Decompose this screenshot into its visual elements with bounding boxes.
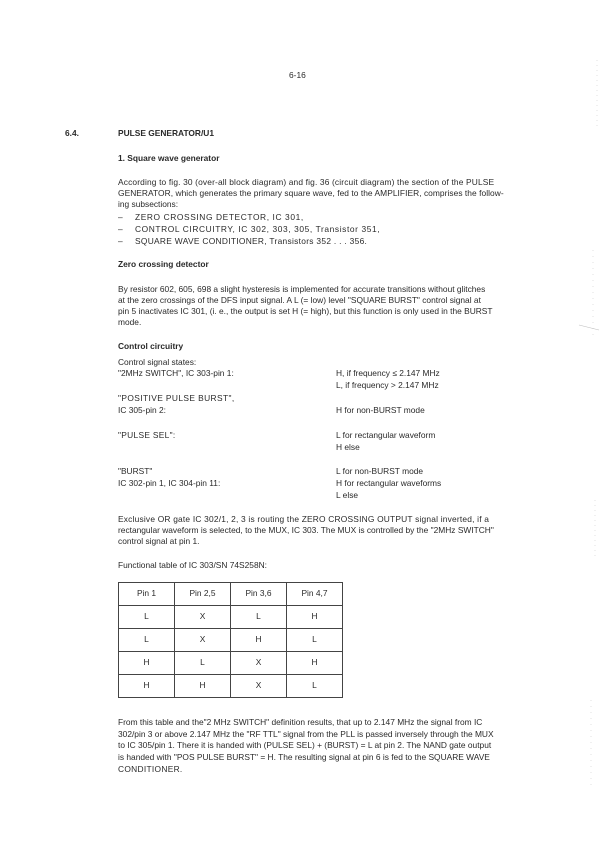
control-signal-state: H else [336, 442, 360, 452]
subsection-item [118, 224, 380, 235]
table-row [119, 675, 343, 698]
subsection-item [118, 212, 304, 223]
table-cell: L [175, 652, 231, 675]
control-signal-name: "POSITIVE PULSE BURST", [118, 393, 235, 403]
control-heading: Control circuitry [118, 341, 184, 351]
list-dash: – [118, 224, 123, 234]
page-number: 6-16 [289, 70, 306, 80]
control-signal-state: H for rectangular waveforms [336, 478, 442, 488]
table-header-row [119, 583, 343, 606]
table-cell: H [287, 652, 343, 675]
intro-line: According to fig. 30 (over-all block diagram) and fig. 36 (circuit diagram) the section of the PULSE [118, 177, 495, 187]
scan-noise [573, 0, 603, 849]
zero-crossing-line: at the zero crossings of the DFS input signal. A L (= low) level "SQUARE BURST" control signal at [118, 295, 481, 305]
closing-line: From this table and the"2 MHz SWITCH" definition results, that up to 2.147 MHz the signal from IC [118, 717, 483, 727]
table-cell: L [287, 675, 343, 698]
subsection-text: ZERO CROSSING DETECTOR, IC 301, [135, 212, 304, 222]
control-signal-state: L for rectangular waveform [336, 430, 436, 440]
closing-line: 302/pin 3 or above 2.147 MHz the "RF TTL" signal from the PLL is passed inversely through the MUX [118, 729, 494, 739]
table-header-cell: Pin 1 [119, 583, 175, 606]
section-number: 6.4. [65, 128, 79, 138]
subsection-text: SQUARE WAVE CONDITIONER, Transistors 352 . . . 356. [135, 236, 368, 246]
table-cell: L [287, 629, 343, 652]
table-cell: L [119, 629, 175, 652]
zero-crossing-line: mode. [118, 317, 142, 327]
control-signal-name: "PULSE SEL": [118, 430, 176, 440]
control-signal-state: L else [336, 490, 359, 500]
subsection-text: CONTROL CIRCUITRY, IC 302, 303, 305, Transistor 351, [135, 224, 381, 234]
table-header-cell: Pin 2,5 [175, 583, 231, 606]
table-cell: H [287, 606, 343, 629]
table-row [119, 629, 343, 652]
zero-crossing-line: By resistor 602, 605, 698 a slight hysteresis is implemented for accurate transitions without glitches [118, 284, 486, 294]
table-header-cell: Pin 4,7 [287, 583, 343, 606]
subsection-item [118, 236, 367, 247]
control-signal-name: IC 305-pin 2: [118, 405, 166, 415]
table-cell: X [175, 606, 231, 629]
control-signal-state: L for non-BURST mode [336, 466, 424, 476]
closing-line: CONDITIONER. [118, 764, 183, 774]
table-cell: H [119, 652, 175, 675]
control-signal-state: H, if frequency ≤ 2.147 MHz [336, 368, 440, 378]
control-signal-name: IC 302-pin 1, IC 304-pin 11: [118, 478, 221, 488]
functional-table [118, 582, 343, 698]
exclusive-or-line: Exclusive OR gate IC 302/1, 2, 3 is routing the ZERO CROSSING OUTPUT signal inverted, if a [118, 514, 490, 524]
table-caption: Functional table of IC 303/SN 74S258N: [118, 560, 267, 570]
closing-line: is handed with "POS PULSE BURST" = H. The resulting signal at pin 6 is fed to the SQUARE WAVE [118, 752, 490, 762]
list-dash: – [118, 236, 123, 246]
table-cell: H [119, 675, 175, 698]
exclusive-or-line: control signal at pin 1. [118, 536, 200, 546]
zero-crossing-heading: Zero crossing detector [118, 259, 209, 269]
control-signal-name: "2MHz SWITCH", IC 303-pin 1: [118, 368, 234, 378]
control-signal-state: L, if frequency > 2.147 MHz [336, 380, 439, 390]
table-header-cell: Pin 3,6 [231, 583, 287, 606]
zero-crossing-line: pin 5 inactivates IC 301, (i. e., the output is set H (= high), but this function is only used in the BURST [118, 306, 493, 316]
table-cell: X [231, 652, 287, 675]
intro-line: GENERATOR, which generates the primary square wave, fed to the AMPLIFIER, comprises the follow- [118, 188, 504, 198]
control-states-label: Control signal states: [118, 357, 197, 367]
list-dash: – [118, 212, 123, 222]
control-signal-name: "BURST" [118, 466, 153, 476]
square-wave-heading: 1. Square wave generator [118, 153, 220, 163]
table-row [119, 606, 343, 629]
table-cell: H [231, 629, 287, 652]
section-title: PULSE GENERATOR/U1 [118, 128, 215, 138]
table-cell: H [175, 675, 231, 698]
table-cell: X [175, 629, 231, 652]
control-signal-state: H for non-BURST mode [336, 405, 425, 415]
intro-line: ing subsections: [118, 199, 179, 209]
closing-line: to IC 305/pin 1. There it is handed with (PULSE SEL) + (BURST) = L at pin 2. The NAND gate output [118, 740, 492, 750]
table-cell: X [231, 675, 287, 698]
table-cell: L [231, 606, 287, 629]
exclusive-or-line: rectangular waveform is selected, to the MUX, IC 303. The MUX is controlled by the "2MHz SWITCH" [118, 525, 494, 535]
table-row [119, 652, 343, 675]
table-cell: L [119, 606, 175, 629]
